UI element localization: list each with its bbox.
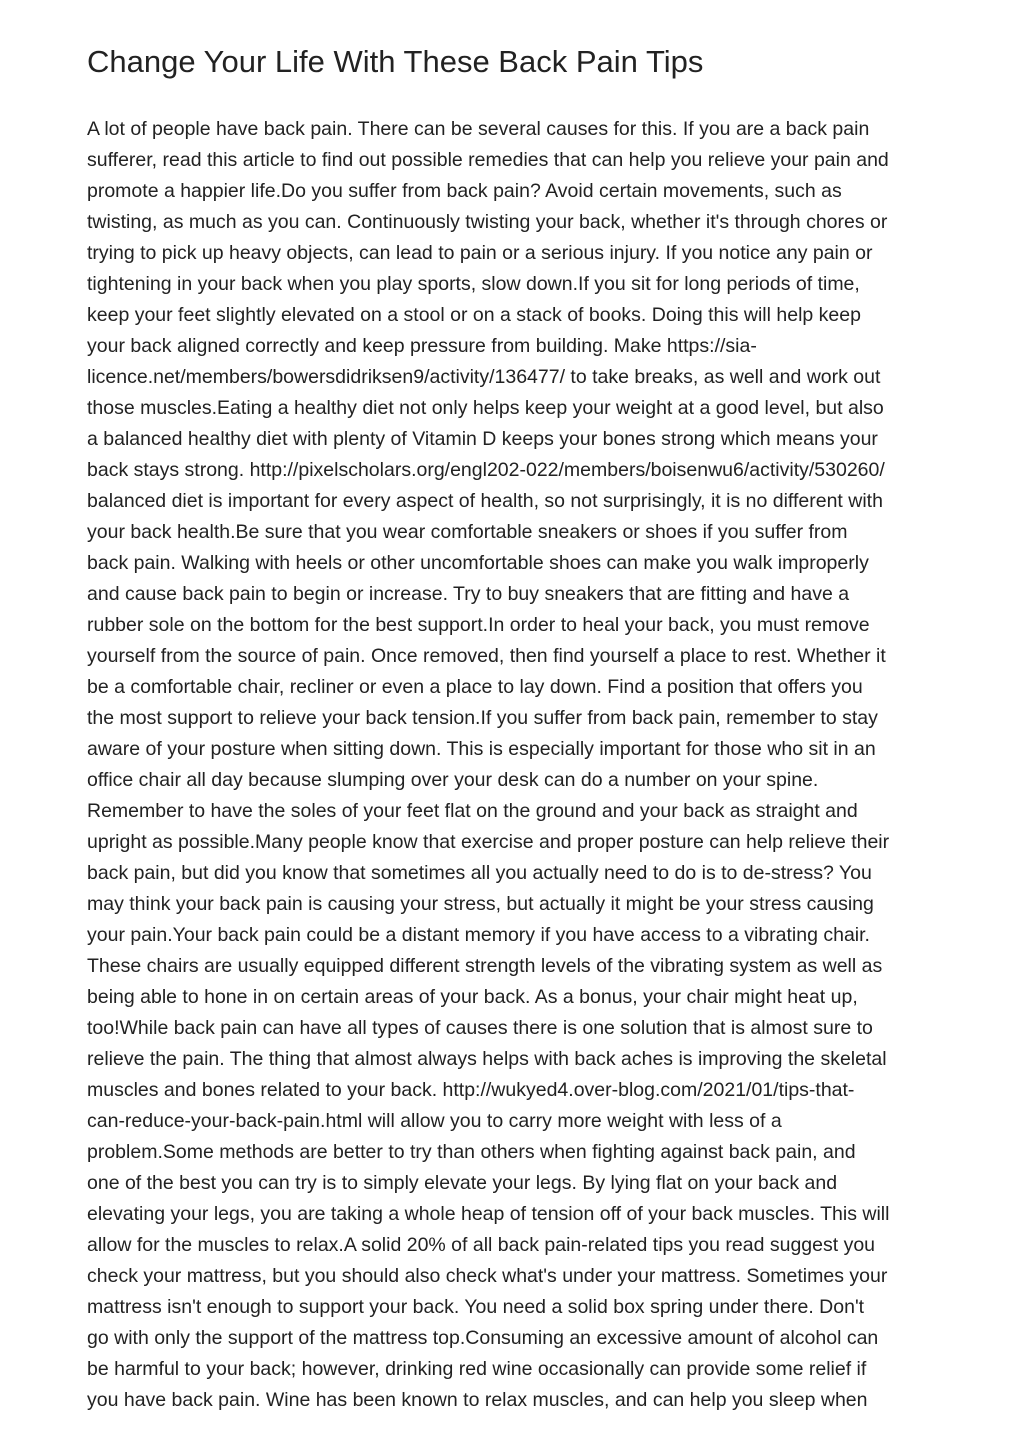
article-line: aware of your posture when sitting down. This is especially important for those who sit in an — [87, 738, 876, 760]
article-line: back stays strong. http://pixelscholars.org/engl202-022/members/boisenwu6/activity/530260/ — [87, 459, 885, 481]
article-line: be a comfortable chair, recliner or even a place to lay down. Find a position that offers you — [87, 676, 863, 698]
article-line: you have back pain. Wine has been known to relax muscles, and can help you sleep when — [87, 1389, 868, 1411]
document-page — [87, 0, 947, 1411]
article-line: back pain, but did you know that sometimes all you actually need to do is to de-stress? You — [87, 862, 872, 884]
article-line: rubber sole on the bottom for the best support.In order to heal your back, you must remove — [87, 614, 870, 636]
article-line: tightening in your back when you play sports, slow down.If you sit for long periods of time, — [87, 273, 860, 295]
article-line: upright as possible.Many people know that exercise and proper posture can help relieve their — [87, 831, 890, 853]
article-line: Remember to have the soles of your feet flat on the ground and your back as straight and — [87, 800, 858, 822]
article-line: allow for the muscles to relax.A solid 20% of all back pain-related tips you read suggest you — [87, 1234, 876, 1256]
article-line: one of the best you can try is to simply elevate your legs. By lying flat on your back and — [87, 1172, 838, 1194]
article-body — [87, 114, 947, 1416]
article-line: promote a happier life.Do you suffer from back pain? Avoid certain movements, such as — [87, 180, 842, 202]
article-line: muscles and bones related to your back. http://wukyed4.over-blog.com/2021/01/tips-that- — [87, 1079, 855, 1101]
article-line: too!While back pain can have all types of causes there is one solution that is almost sure to — [87, 1017, 873, 1039]
article-line: the most support to relieve your back tension.If you suffer from back pain, remember to stay — [87, 707, 878, 729]
article-line: check your mattress, but you should also check what's under your mattress. Sometimes your — [87, 1265, 888, 1287]
article-line: sufferer, read this article to find out possible remedies that can help you relieve your pain and — [87, 149, 889, 171]
article-line: balanced diet is important for every aspect of health, so not surprisingly, it is no different with — [87, 490, 883, 512]
article-line: go with only the support of the mattress top.Consuming an excessive amount of alcohol can — [87, 1327, 879, 1349]
article-line: your back health.Be sure that you wear comfortable sneakers or shoes if you suffer from — [87, 521, 848, 543]
page-title: Change Your Life With These Back Pain Tips — [87, 44, 704, 79]
article-line: mattress isn't enough to support your back. You need a solid box spring under there. Don't — [87, 1296, 865, 1318]
article-line: a balanced healthy diet with plenty of Vitamin D keeps your bones strong which means your — [87, 428, 878, 450]
article-line: problem.Some methods are better to try than others when fighting against back pain, and — [87, 1141, 856, 1163]
article-line: your pain.Your back pain could be a distant memory if you have access to a vibrating chair. — [87, 924, 870, 946]
article-line: office chair all day because slumping over your desk can do a number on your spine. — [87, 769, 819, 791]
article-line: elevating your legs, you are taking a whole heap of tension off of your back muscles. This will — [87, 1203, 890, 1225]
article-line: and cause back pain to begin or increase. Try to buy sneakers that are fitting and have a — [87, 583, 850, 605]
article-line: those muscles.Eating a healthy diet not only helps keep your weight at a good level, but also — [87, 397, 884, 419]
article-line: be harmful to your back; however, drinking red wine occasionally can provide some relief if — [87, 1358, 867, 1380]
article-line: licence.net/members/bowersdidriksen9/activity/136477/ to take breaks, as well and work out — [87, 366, 881, 388]
article-line: trying to pick up heavy objects, can lead to pain or a serious injury. If you notice any pain or — [87, 242, 873, 264]
article-line: relieve the pain. The thing that almost always helps with back aches is improving the skeletal — [87, 1048, 887, 1070]
article-line: your back aligned correctly and keep pressure from building. Make https://sia- — [87, 335, 757, 357]
article-line: A lot of people have back pain. There can be several causes for this. If you are a back pain — [87, 118, 870, 140]
article-line: yourself from the source of pain. Once removed, then find yourself a place to rest. Whether it — [87, 645, 886, 667]
article-line: may think your back pain is causing your stress, but actually it might be your stress causing — [87, 893, 874, 915]
article-line: These chairs are usually equipped different strength levels of the vibrating system as well as — [87, 955, 883, 977]
article-line: can-reduce-your-back-pain.html will allow you to carry more weight with less of a — [87, 1110, 782, 1132]
article-line: twisting, as much as you can. Continuously twisting your back, whether it's through chores or — [87, 211, 888, 233]
article-line: back pain. Walking with heels or other uncomfortable shoes can make you walk improperly — [87, 552, 869, 574]
article-line: keep your feet slightly elevated on a stool or on a stack of books. Doing this will help keep — [87, 304, 861, 326]
article-line: being able to hone in on certain areas of your back. As a bonus, your chair might heat up, — [87, 986, 858, 1008]
